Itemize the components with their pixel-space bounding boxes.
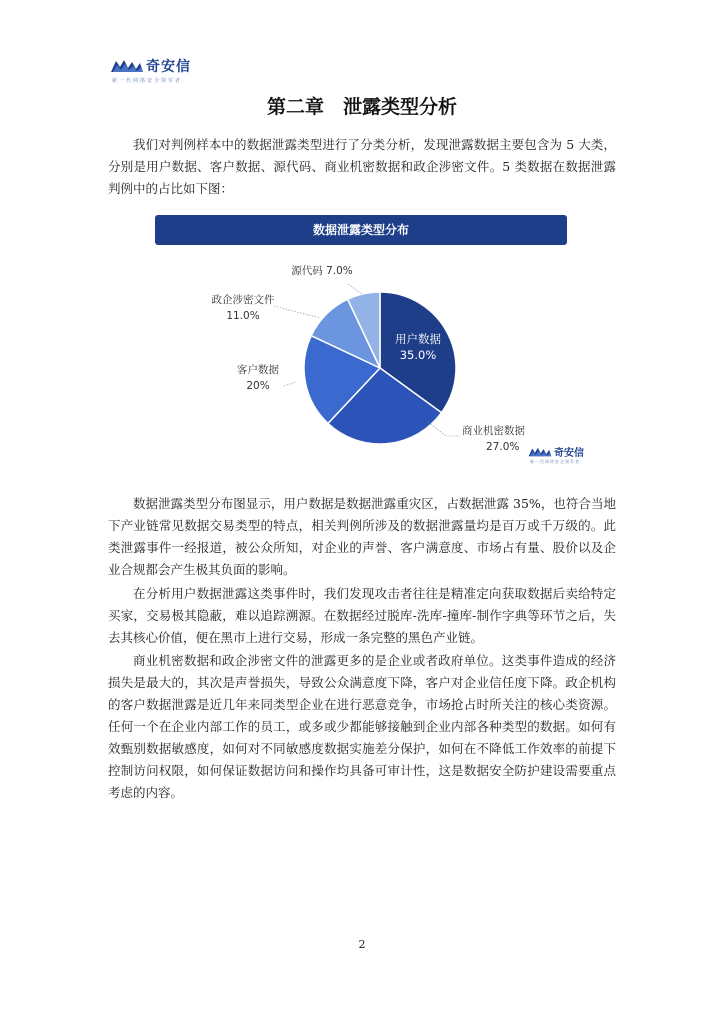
paragraph-user-data: 数据泄露类型分布图显示，用户数据是数据泄露重灾区，占数据泄露 35%，也符合当地下产业链常见数据交易类型的特点，相关判例所涉及的数据泄露量均是百万或千万级的。此类泄露事件一经报道，被公众所知，对企业的声誉、客户满意度、市场占有量、股价以及企业合规都会产生极其负面的影响。 <box>108 496 616 577</box>
leader-line-5 <box>348 284 362 294</box>
figure-logo-brand: 奇安信 <box>554 448 584 459</box>
slice-label-1: 用户数据 <box>395 332 441 346</box>
chapter-title: 第二章 泄露类型分析 <box>266 96 457 118</box>
qianxin-logo-mark-icon <box>110 58 144 74</box>
slice-value-2: 27.0% <box>486 441 520 453</box>
pie-chart-figure <box>108 200 616 480</box>
paragraph-intro: 我们对判例样本中的数据泄露类型进行了分类分析，发现泄露数据主要包含为 5 大类，分别是用户数据、客户数据、源代码、商业机密数据和政企涉密文件。5 类数据在数据泄露判例中的占比如下图： <box>108 137 616 196</box>
pie-chart <box>108 200 616 480</box>
slice-label-2: 商业机密数据 <box>462 425 525 437</box>
slice-label-5: 源代码 7.0% <box>291 265 353 277</box>
page-number: 2 <box>358 938 366 951</box>
leader-line-2 <box>428 422 460 436</box>
logo-brand-text: 奇安信 <box>146 59 191 75</box>
paragraph-business-secrets: 商业机密数据和政企涉密文件的泄露更多的是企业或者政府单位。这类事件造成的经济损失是最大的，其次是声誉损失，导致公众满意度下降，客户对企业信任度下降。政企机构的客户数据泄露是近几年来同类型企业在进行恶意竞争，市场抢占时所关注的核心类资源。任何一个在企业内部工作的员工，或多或少都能够接触到企业内部各种类型的数据。如何有效甄别数据敏感度，如何对不同敏感度数据实施差分保护，如何在不降低工作效率的前提下控制访问权限，如何保证数据访问和操作均具备可审计性，这是数据安全防护建设需要重点考虑的内容。 <box>108 653 616 800</box>
leader-line-3 <box>284 382 296 386</box>
figure-logo-slogan: 新一代网络安全领军者 <box>530 459 580 464</box>
qianxin-logo <box>110 56 230 90</box>
slice-value-1: 35.0% <box>399 348 437 362</box>
slice-label-4: 政企涉密文件 <box>211 294 275 306</box>
leader-line-4 <box>274 306 320 318</box>
slice-label-3: 客户数据 <box>237 364 279 376</box>
figure-logo <box>528 444 608 468</box>
paragraph-analysis: 在分析用户数据泄露这类事件时，我们发现攻击者往往是精准定向获取数据后卖给特定买家，交易极其隐蔽，难以追踪溯源。在数据经过脱库-洗库-撞库-制作字典等环节之后，失去其核心价值，便在黑市上进行交易，形成一条完整的黑色产业链。 <box>108 586 616 645</box>
slice-value-3: 20% <box>246 380 270 392</box>
slice-value-4: 11.0% <box>226 310 260 322</box>
figure-logo-mark-icon <box>528 446 552 458</box>
chart-title: 数据泄露类型分布 <box>155 215 567 245</box>
logo-slogan-text: 新一代网络安全领军者 <box>112 78 183 84</box>
